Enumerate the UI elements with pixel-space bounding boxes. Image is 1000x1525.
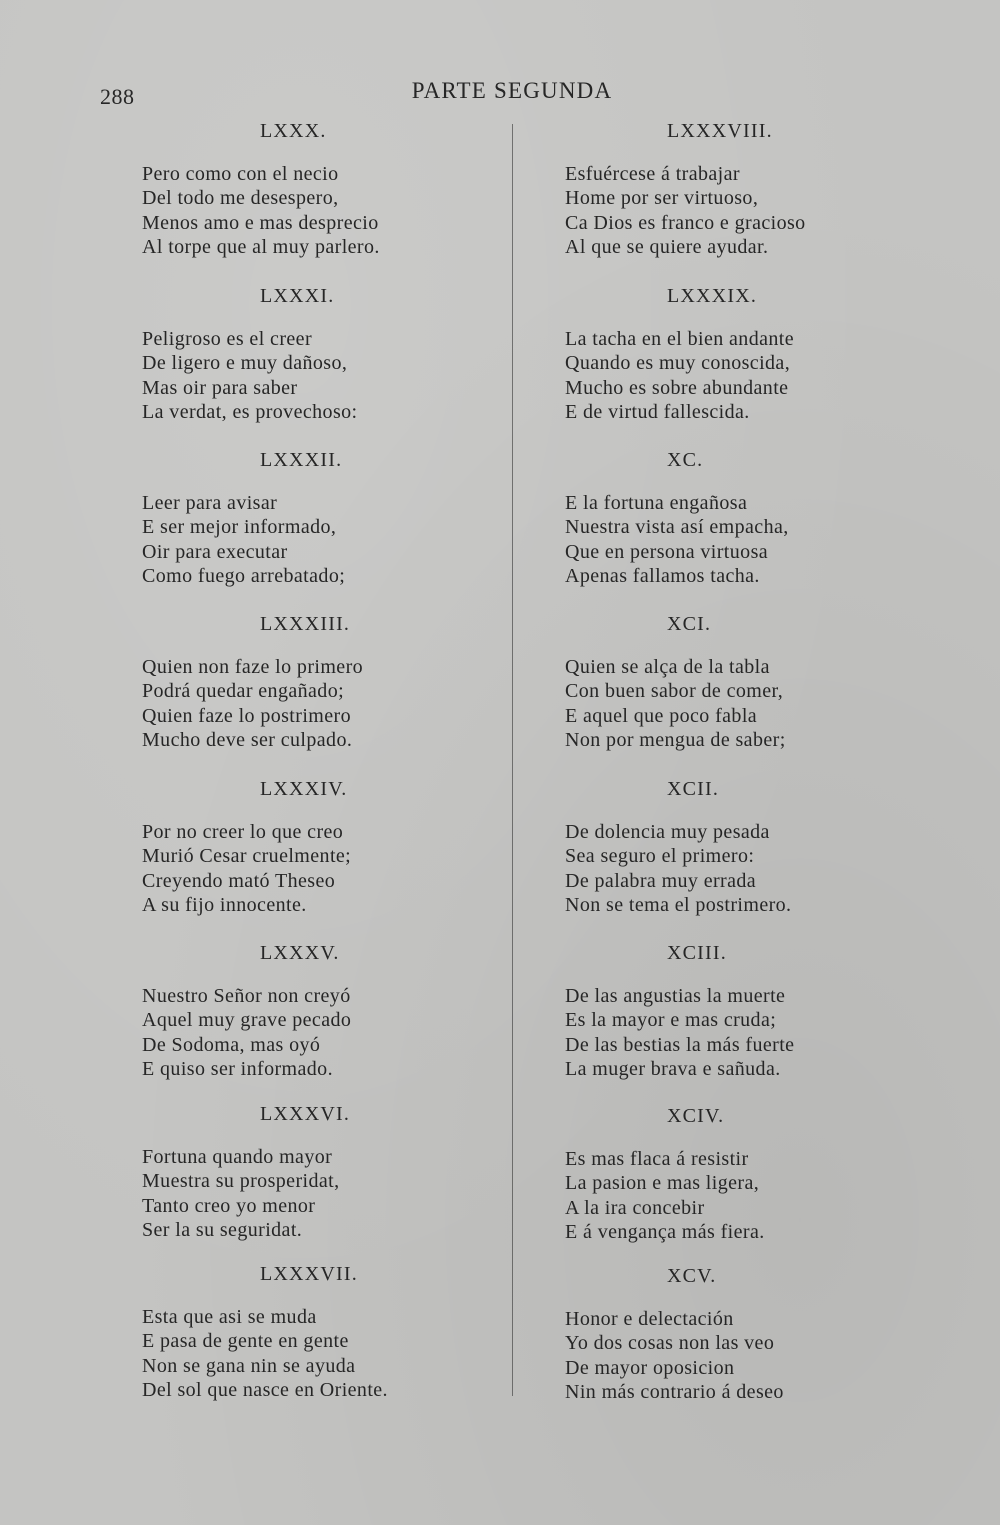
stanza-numeral: XCV. xyxy=(667,1265,717,1287)
stanza-numeral: LXXXIX. xyxy=(667,285,758,307)
page-number: 288 xyxy=(100,84,135,109)
verse-line: Al torpe que al muy parlero. xyxy=(142,235,380,258)
verse-line: Con buen sabor de comer, xyxy=(565,680,784,703)
verse-line: Del todo me desespero, xyxy=(142,187,339,210)
verse-line: Fortuna quando mayor xyxy=(142,1146,333,1168)
verse-line: Nuestro Señor non creyó xyxy=(142,985,351,1007)
stanza xyxy=(142,611,472,752)
verse-line: De mayor oposicion xyxy=(565,1356,735,1379)
stanza-numeral: LXXXV. xyxy=(260,942,340,964)
stanza xyxy=(565,776,905,917)
verse-line: Home por ser virtuoso, xyxy=(565,187,759,210)
stanza xyxy=(142,1261,472,1402)
verse-line: Tanto creo yo menor xyxy=(142,1194,316,1217)
verse-line: De palabra muy errada xyxy=(565,869,757,892)
stanza xyxy=(142,940,472,1081)
verse-line: Esfuércese á trabajar xyxy=(565,163,740,185)
verse-line: La pasion e mas ligera, xyxy=(565,1172,760,1195)
verse-line: Oir para executar xyxy=(142,540,288,563)
column-divider xyxy=(512,124,513,1396)
verse-line: Podrá quedar engañado; xyxy=(142,680,345,703)
stanza xyxy=(565,611,905,752)
verse-line: Quien se alça de la tabla xyxy=(565,656,770,678)
verse-line: Por no creer lo que creo xyxy=(142,821,344,843)
verse-line: Nuestra vista así empacha, xyxy=(565,516,789,539)
stanza-numeral: LXXXVIII. xyxy=(667,120,773,142)
stanza-numeral: LXXXI. xyxy=(260,285,335,307)
verse-line: Mas oir para saber xyxy=(142,376,298,399)
verse-line: Muestra su prosperidat, xyxy=(142,1170,340,1193)
verse-line: La verdat, es provechoso: xyxy=(142,400,358,423)
verse-line: Leer para avisar xyxy=(142,492,278,514)
stanza xyxy=(565,940,905,1081)
stanza-numeral: LXXXIV. xyxy=(260,778,348,800)
verse-line: Non por mengua de saber; xyxy=(565,728,786,751)
verse-line: La muger brava e sañuda. xyxy=(565,1057,781,1080)
verse-line: Mucho deve ser culpado. xyxy=(142,728,353,751)
stanza xyxy=(565,1103,905,1244)
verse-line: Apenas fallamos tacha. xyxy=(565,564,760,587)
verse-line: E quiso ser informado. xyxy=(142,1057,333,1080)
stanza xyxy=(565,447,905,588)
stanza-numeral: LXXXII. xyxy=(260,449,343,471)
verse-line: La tacha en el bien andante xyxy=(565,328,795,350)
verse-line: Del sol que nasce en Oriente. xyxy=(142,1378,388,1401)
verse-line: Sea seguro el primero: xyxy=(565,845,755,868)
stanza xyxy=(142,447,472,588)
verse-line: E aquel que poco fabla xyxy=(565,704,758,727)
verse-line: A la ira concebir xyxy=(565,1196,705,1219)
verse-line: E la fortuna engañosa xyxy=(565,492,748,514)
verse-line: Aquel muy grave pecado xyxy=(142,1009,352,1032)
verse-line: De ligero e muy dañoso, xyxy=(142,352,348,375)
stanza xyxy=(142,1101,472,1242)
verse-line: Mucho es sobre abundante xyxy=(565,376,789,399)
verse-line: Quien non faze lo primero xyxy=(142,656,364,678)
stanza xyxy=(565,118,905,259)
stanza xyxy=(142,776,472,917)
verse-line: Es mas flaca á resistir xyxy=(565,1148,749,1170)
verse-line: Nin más contrario á deseo xyxy=(565,1380,784,1403)
verse-line: Non se gana nin se ayuda xyxy=(142,1354,356,1377)
stanza xyxy=(142,283,472,424)
verse-line: De las bestias la más fuerte xyxy=(565,1033,795,1056)
stanza-numeral: XCII. xyxy=(667,778,720,800)
verse-line: E á vengança más fiera. xyxy=(565,1220,765,1243)
stanza-numeral: XC. xyxy=(667,449,704,471)
verse-line: Es la mayor e mas cruda; xyxy=(565,1009,777,1032)
verse-line: De Sodoma, mas oyó xyxy=(142,1033,321,1056)
running-title: PARTE SEGUNDA xyxy=(411,78,613,103)
verse-line: Peligroso es el creer xyxy=(142,328,313,350)
stanza-numeral: XCIII. xyxy=(667,942,727,964)
verse-line: Creyendo mató Theseo xyxy=(142,869,336,892)
stanza-numeral: LXXXIII. xyxy=(260,613,351,635)
stanza-numeral: LXXX. xyxy=(260,120,327,142)
verse-line: Quien faze lo postrimero xyxy=(142,704,351,727)
verse-line: A su fijo innocente. xyxy=(142,893,307,916)
stanza-numeral: XCIV. xyxy=(667,1105,725,1127)
verse-line: Murió Cesar cruelmente; xyxy=(142,845,352,868)
stanza-numeral: LXXXVII. xyxy=(260,1263,358,1285)
verse-line: Ser la su seguridat. xyxy=(142,1218,303,1241)
verse-line: Ca Dios es franco e gracioso xyxy=(565,211,806,234)
verse-line: E ser mejor informado, xyxy=(142,516,337,539)
stanza xyxy=(142,118,472,259)
verse-line: Yo dos cosas non las veo xyxy=(565,1332,775,1355)
verse-line: Quando es muy conoscida, xyxy=(565,352,791,375)
verse-line: Esta que asi se muda xyxy=(142,1306,317,1328)
verse-line: Que en persona virtuosa xyxy=(565,540,769,563)
stanza-numeral: LXXXVI. xyxy=(260,1103,351,1125)
verse-line: Como fuego arrebatado; xyxy=(142,564,346,587)
verse-line: Pero como con el necio xyxy=(142,163,339,185)
verse-line: De dolencia muy pesada xyxy=(565,821,770,843)
verse-line: E pasa de gente en gente xyxy=(142,1330,349,1353)
stanza xyxy=(565,1263,905,1404)
verse-line: Al que se quiere ayudar. xyxy=(565,235,769,258)
stanza-numeral: XCI. xyxy=(667,613,712,635)
verse-line: De las angustias la muerte xyxy=(565,985,786,1007)
verse-line: Menos amo e mas desprecio xyxy=(142,211,379,234)
verse-line: Honor e delectación xyxy=(565,1308,734,1330)
verse-line: Non se tema el postrimero. xyxy=(565,893,792,916)
verse-line: E de virtud fallescida. xyxy=(565,400,750,423)
stanza xyxy=(565,283,905,424)
